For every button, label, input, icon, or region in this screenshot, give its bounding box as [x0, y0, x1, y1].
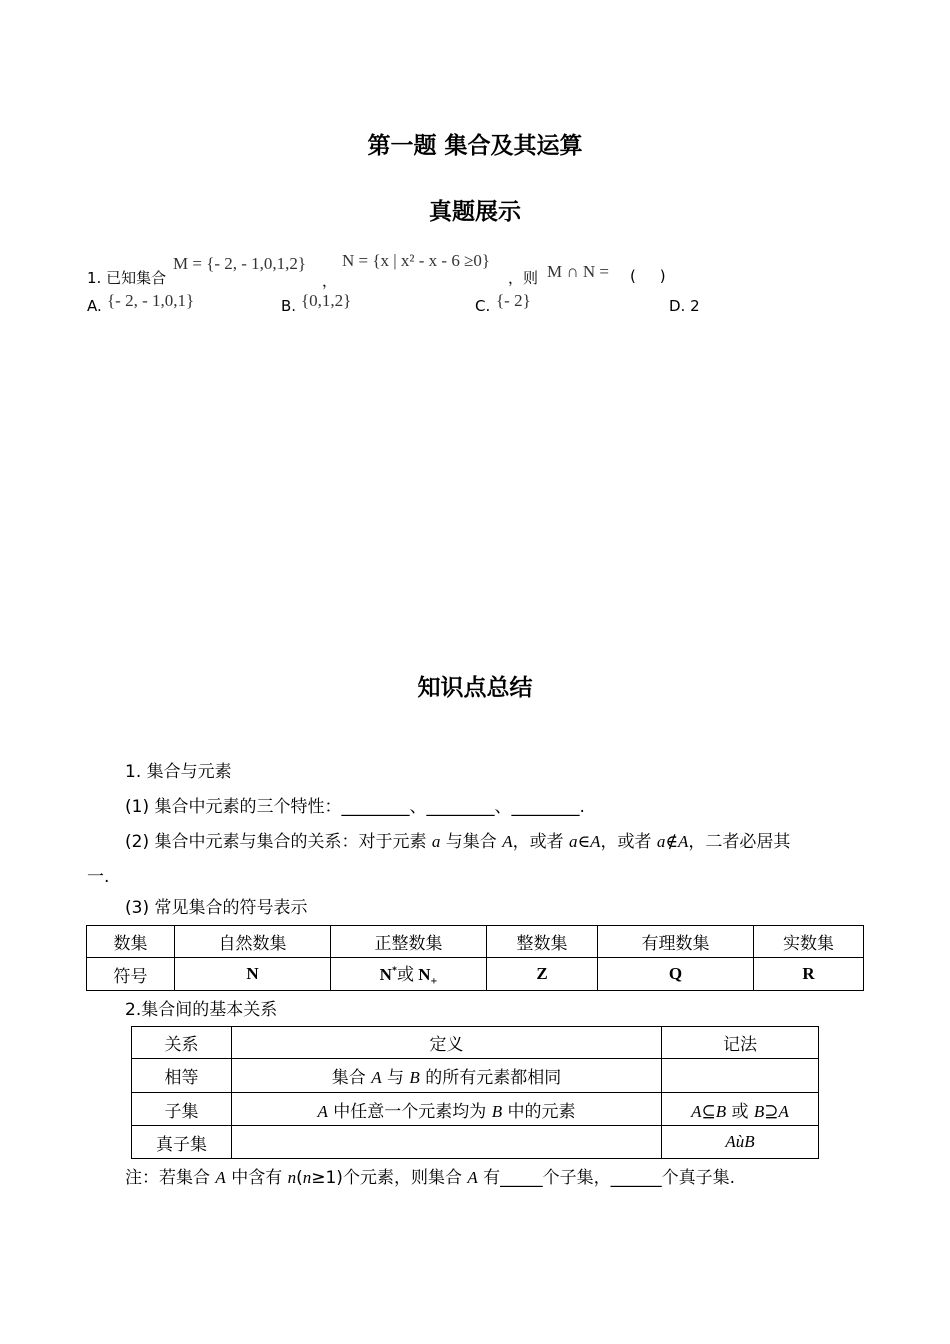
table-cell: 定义 — [232, 1027, 662, 1059]
summary-note: 注：若集合 A 中含有 n(n≥1)个元素，则集合 A 有_____个子集，______个真子集. — [125, 1168, 736, 1188]
table-cell: Z — [487, 958, 598, 991]
option-b-label: B. — [281, 297, 297, 315]
table-cell: 数集 — [87, 926, 175, 958]
table-cell: 真子集 — [132, 1126, 232, 1159]
table-cell: 正整数集 — [331, 926, 487, 958]
table-row — [87, 958, 864, 991]
summary-heading-2: 2.集合间的基本关系 — [125, 1000, 278, 1020]
table-cell: 相等 — [132, 1059, 232, 1093]
summary-item-2: (2) 集合中元素与集合的关系：对于元素 a 与集合 A，或者 a∈A，或者 a∉A，二者必居其 — [125, 832, 791, 852]
question-suffix: ，则 — [508, 269, 539, 287]
table-row — [132, 1059, 819, 1093]
section-heading-summary: 知识点总结 — [417, 675, 533, 701]
table-cell: N — [175, 958, 331, 991]
option-c-label: C. — [475, 297, 491, 315]
answer-paren: ( ) — [630, 267, 666, 285]
intersection-expression: M ∩ N = — [547, 262, 610, 281]
table-row — [132, 1093, 819, 1126]
table-cell: 自然数集 — [175, 926, 331, 958]
question-comma: ， — [322, 272, 338, 290]
table-cell: 整数集 — [487, 926, 598, 958]
summary-item-3: (3) 常见集合的符号表示 — [125, 898, 308, 918]
table-cell: 记法 — [662, 1027, 819, 1059]
table-cell: 符号 — [87, 958, 175, 991]
option-c-value: {- 2} — [496, 291, 531, 310]
table-row — [132, 1126, 819, 1159]
number-sets-table — [86, 925, 864, 991]
summary-heading-1: 1. 集合与元素 — [125, 762, 232, 782]
table-row — [87, 926, 864, 958]
table-cell: R — [754, 958, 864, 991]
table-cell: 关系 — [132, 1027, 232, 1059]
summary-item-1: (1) 集合中元素的三个特性：________、________、________. — [125, 797, 585, 817]
set-n-formula: N = {x | x² - x - 6 ≥0} — [342, 251, 491, 270]
table-cell — [232, 1126, 662, 1159]
question-prefix: 1. 已知集合 — [87, 269, 167, 287]
option-a-value: {- 2, - 1,0,1} — [107, 291, 195, 310]
table-cell: A 中任意一个元素均为 B 中的元素 — [232, 1093, 662, 1126]
option-a-label: A. — [87, 297, 102, 315]
set-relations-table — [131, 1026, 819, 1159]
table-cell: N*或 $N_+$ — [331, 958, 487, 991]
section-heading-real-questions: 真题展示 — [429, 199, 521, 225]
table-cell: Q — [598, 958, 754, 991]
table-cell: 子集 — [132, 1093, 232, 1126]
option-d: D. 2 — [669, 297, 700, 315]
table-cell: 实数集 — [754, 926, 864, 958]
table-cell — [662, 1059, 819, 1093]
table-cell: A⊆B 或 B⊇A — [662, 1093, 819, 1126]
summary-item-2-cont: 一. — [87, 867, 110, 887]
set-m-formula: M = {- 2, - 1,0,1,2} — [173, 254, 307, 273]
table-cell: 集合 A 与 B 的所有元素都相同 — [232, 1059, 662, 1093]
table-row — [132, 1027, 819, 1059]
option-b-value: {0,1,2} — [301, 291, 352, 310]
page-title: 第一题 集合及其运算 — [367, 133, 583, 159]
table-cell: 有理数集 — [598, 926, 754, 958]
table-cell: AùB — [662, 1126, 819, 1159]
